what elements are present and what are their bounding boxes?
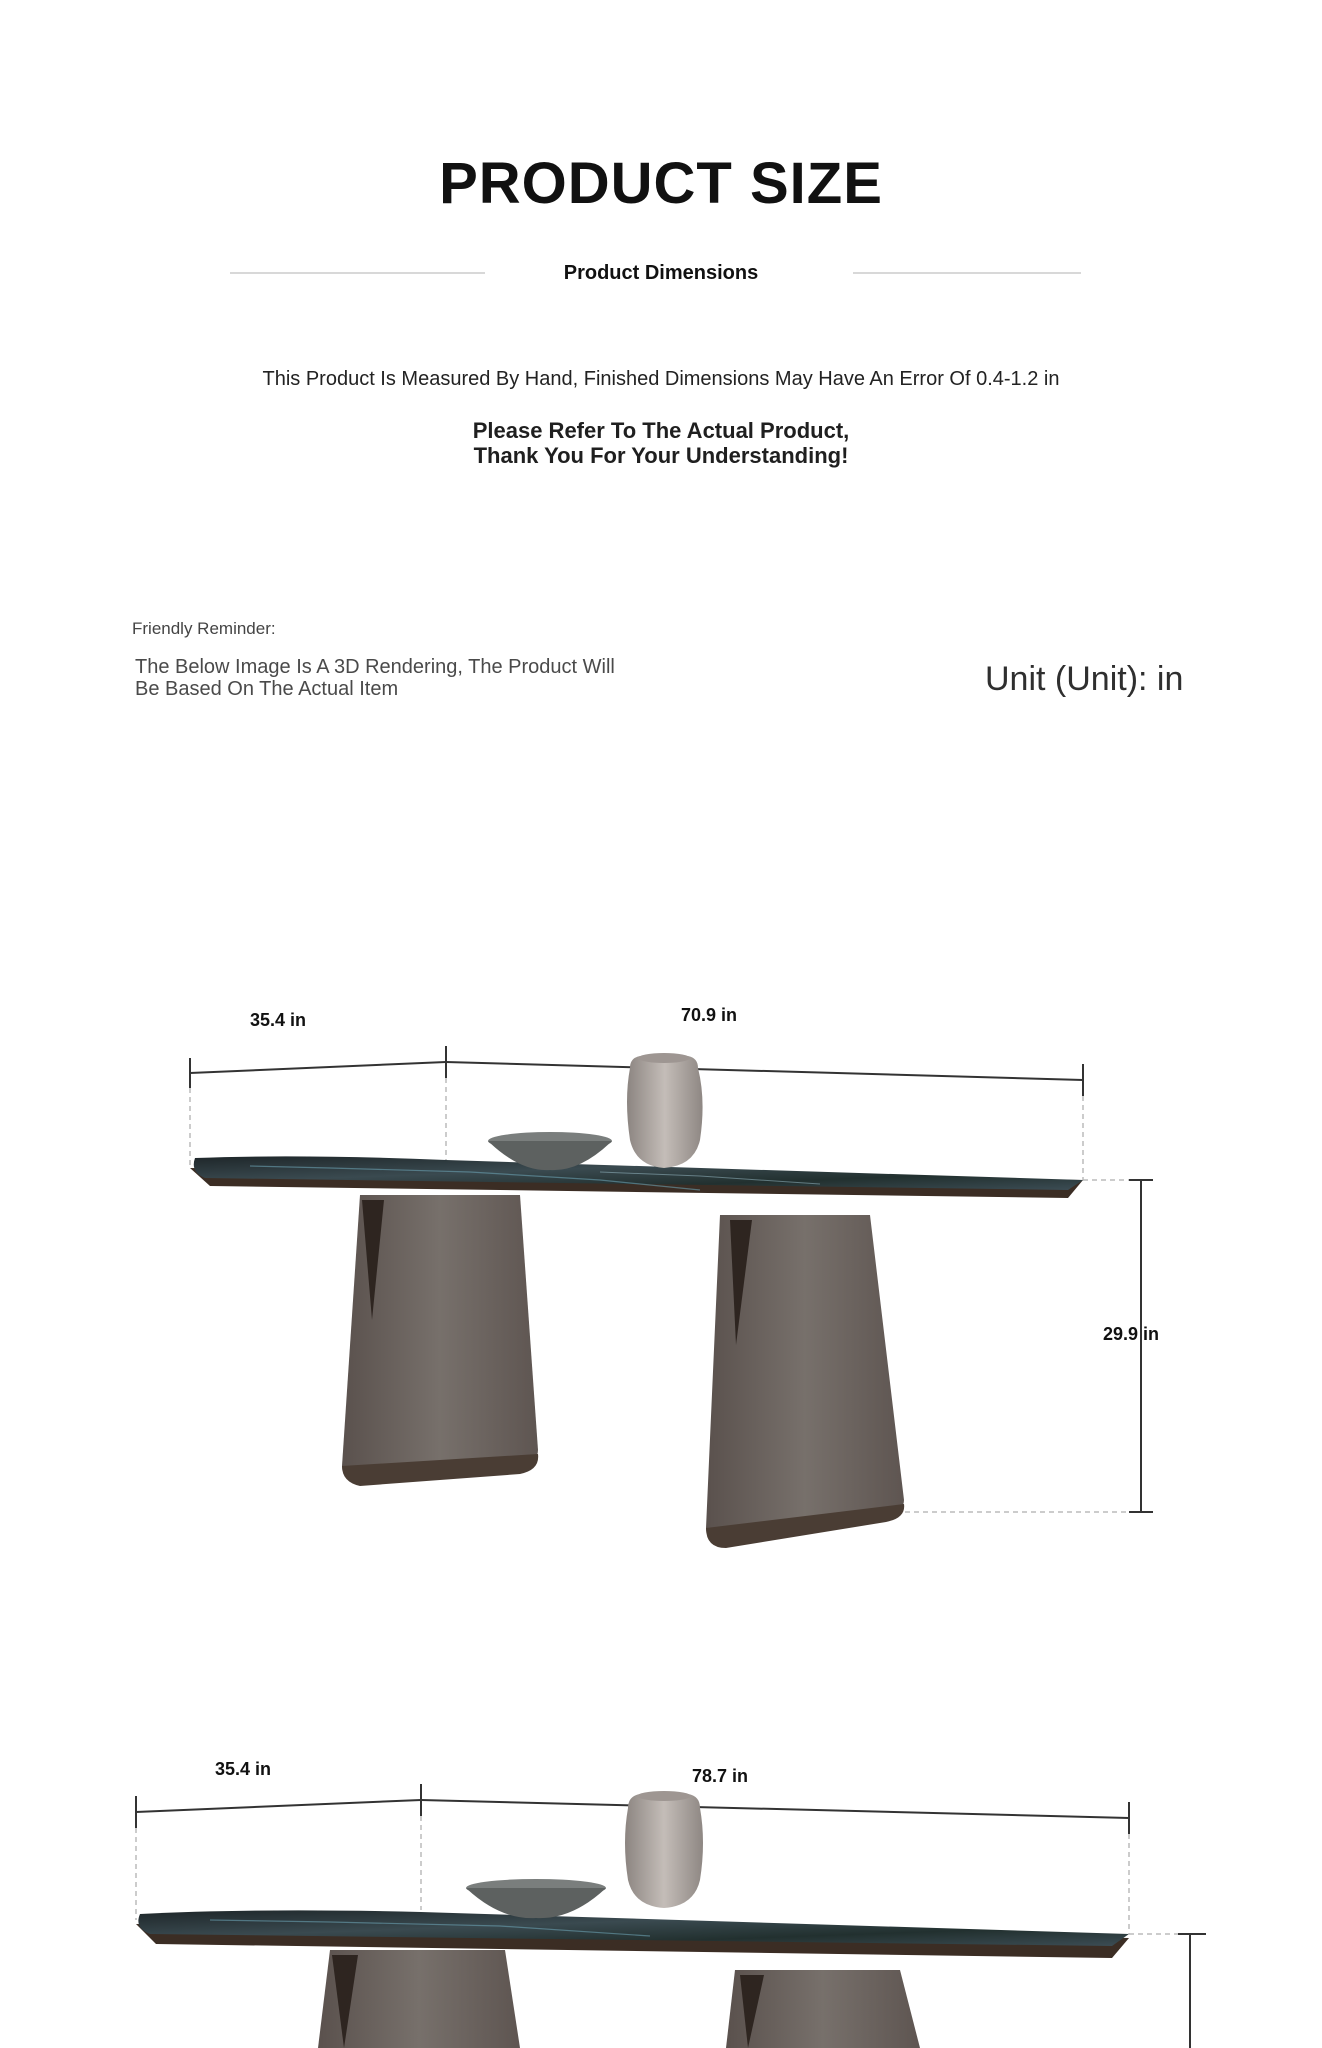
page-title: PRODUCT SIZE <box>439 151 883 216</box>
section-subtitle: Product Dimensions <box>563 262 759 284</box>
table-2-length-label: 78.7 in <box>692 1766 749 1786</box>
table-2-illustration <box>136 1784 1206 2048</box>
table-1-height-label: 29.9 in <box>1103 1324 1160 1344</box>
measurement-disclaimer: This Product Is Measured By Hand, Finished Dimensions May Have An Error Of 0.4-1.2 in <box>262 368 1060 390</box>
table-2-depth-label: 35.4 in <box>215 1759 272 1779</box>
unit-label: Unit (Unit): in <box>985 660 1184 698</box>
reminder-line-1: The Below Image Is A 3D Rendering, The Product Will <box>135 656 615 678</box>
refer-line-2: Thank You For Your Understanding! <box>473 443 849 468</box>
reminder-label: Friendly Reminder: <box>132 619 276 638</box>
table-1-length-label: 70.9 in <box>681 1005 738 1025</box>
refer-line-1: Please Refer To The Actual Product, <box>472 418 850 443</box>
table-1-depth-label: 35.4 in <box>250 1010 307 1030</box>
reminder-line-2: Be Based On The Actual Item <box>135 678 399 700</box>
table-1-illustration <box>190 1046 1153 1548</box>
